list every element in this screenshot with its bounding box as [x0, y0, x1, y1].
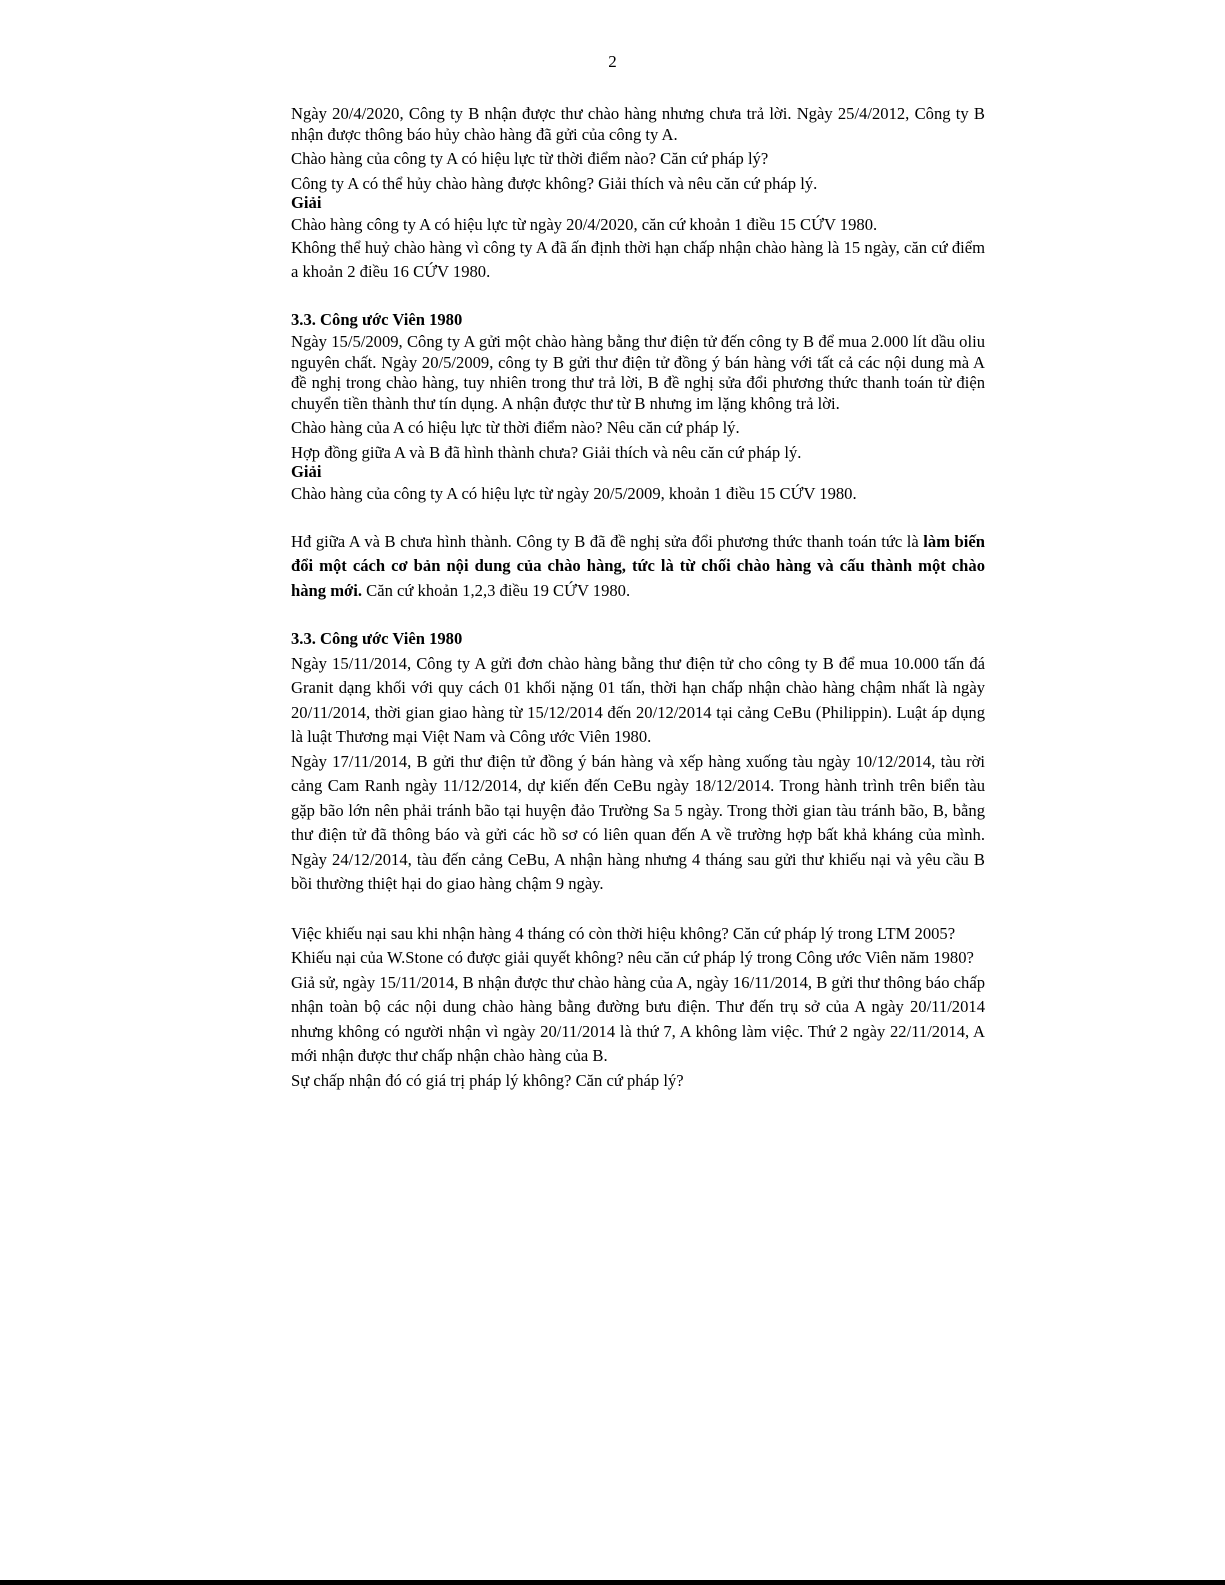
question-contract-formed: Hợp đồng giữa A và B đã hình thành chưa? Giải thích và nêu căn cứ pháp lý.	[291, 442, 802, 462]
answer-contract-formed	[291, 530, 985, 604]
page-bottom-border	[0, 1580, 1225, 1585]
question-acceptance-scenario: Giả sử, ngày 15/11/2014, B nhận được thư chào hàng của A, ngày 16/11/2014, B gửi thư thông báo chấp nhận toàn bộ các nội dung chào hàng bằng đường bưu điện. Thư đến trụ sở của A ngày 20/11/2014 nhưng không có người nhận vì ngày 20/11/2014 là thứ 7, A không làm việc. Thứ 2 ngày 22/11/2014, A mới nhận được thư chấp nhận chào hàng của B.	[291, 972, 985, 1065]
answer-heading: Giải	[291, 193, 322, 212]
document-body	[291, 104, 985, 1093]
case-granite: Ngày 15/11/2014, Công ty A gửi đơn chào hàng bằng thư điện tử cho công ty B để mua 10.000 tấn đá Granit dạng khối với quy cách 01 khối nặng 01 tấn, thời hạn chấp nhận chào hàng chậm nhất là ngày 20/11/2014, thời gian giao hàng từ 15/12/2014 đến 20/12/2014 tại cảng CeBu (Philippin). Luật áp dụng là luật Thương mại Việt Nam và Công ước Viên 1980.	[291, 653, 985, 746]
question-offer-effect: Chào hàng của A có hiệu lực từ thời điểm nào? Nêu căn cứ pháp lý.	[291, 418, 740, 437]
case-granite-delivery: Ngày 17/11/2014, B gửi thư điện tử đồng ý bán hàng và xếp hàng xuống tàu ngày 10/12/2014, tàu rời cảng Cam Ranh ngày 11/12/2014, dự kiến đến CeBu ngày 18/12/2014. Trong hành trình trên biển tàu gặp bão lớn nên phải tránh bão tại huyện đảo Trường Sa 5 ngày. Trong thời gian tàu tránh bão, B, bằng thư điện tử đã thông báo và gửi các hồ sơ có liên quan đến A về trường hợp bất khả kháng của mình. Ngày 24/12/2014, tàu đến cảng CeBu, A nhận hàng nhưng 4 tháng sau gửi thư khiếu nại và yêu cầu B bồi thường thiệt hại do giao hàng chậm 9 ngày.	[291, 751, 985, 893]
answer-offer-effect: Chào hàng của công ty A có hiệu lực từ ngày 20/5/2009, khoản 1 điều 15 CỨV 1980.	[291, 484, 857, 503]
answer-effective-time: Chào hàng công ty A có hiệu lực từ ngày 20/4/2020, căn cứ khoản 1 điều 15 CỨV 1980.	[291, 215, 878, 234]
question-acceptance-validity: Sự chấp nhận đó có giá trị pháp lý không? Căn cứ pháp lý?	[291, 1070, 684, 1090]
section-title: 3.3. Công ước Viên 1980	[291, 629, 463, 648]
page-number: 2	[608, 52, 617, 71]
case-olive-oil: Ngày 15/5/2009, Công ty A gửi một chào hàng bằng thư điện tử đến công ty B để mua 2.000 lít dầu oliu nguyên chất. Ngày 20/5/2009, công ty B gửi thư điện tử đồng ý bán hàng với tất cả các nội dung mà A đề nghị trong chào hàng, tuy nhiên trong thư trả lời, B đề nghị sửa đổi phương thức thanh toán từ điện chuyển tiền thành thư tín dụng. A nhận được thư từ B nhưng im lặng không trả lời.	[291, 332, 985, 413]
question-claim-limitation: Việc khiếu nại sau khi nhận hàng 4 tháng có còn thời hiệu không? Căn cứ pháp lý trong LTM 2005?	[291, 923, 956, 943]
question-revocation: Công ty A có thể hủy chào hàng được không? Giải thích và nêu căn cứ pháp lý.	[291, 173, 818, 193]
answer-text: Căn cứ khoản 1,2,3 điều 19 CỨV 1980.	[361, 580, 631, 600]
answer-bold-text: làm biến đổi một cách cơ bản nội dung của chào hàng, tức là từ chối chào hàng và cấu thành một chào hàng mới.	[291, 531, 985, 600]
paragraph-intro: Ngày 20/4/2020, Công ty B nhận được thư chào hàng nhưng chưa trả lời. Ngày 25/4/2012, Công ty B nhận được thông báo hủy chào hàng đã gửi của công ty A.	[291, 104, 985, 144]
section-title: 3.3. Công ước Viên 1980	[291, 309, 463, 329]
question-effective-time: Chào hàng của công ty A có hiệu lực từ thời điểm nào? Căn cứ pháp lý?	[291, 149, 769, 168]
question-claim-resolution: Khiếu nại của W.Stone có được giải quyết không? nêu căn cứ pháp lý trong Công ước Viên năm 1980?	[291, 948, 974, 967]
answer-heading: Giải	[291, 462, 322, 481]
answer-revocation: Không thể huỷ chào hàng vì công ty A đã ấn định thời hạn chấp nhận chào hàng là 15 ngày, căn cứ điểm a khoản 2 điều 16 CỨV 1980.	[291, 237, 985, 281]
answer-text: Hđ giữa A và B chưa hình thành. Công ty B đã đề nghị sửa đổi phương thức thanh toán tức là	[291, 531, 924, 551]
